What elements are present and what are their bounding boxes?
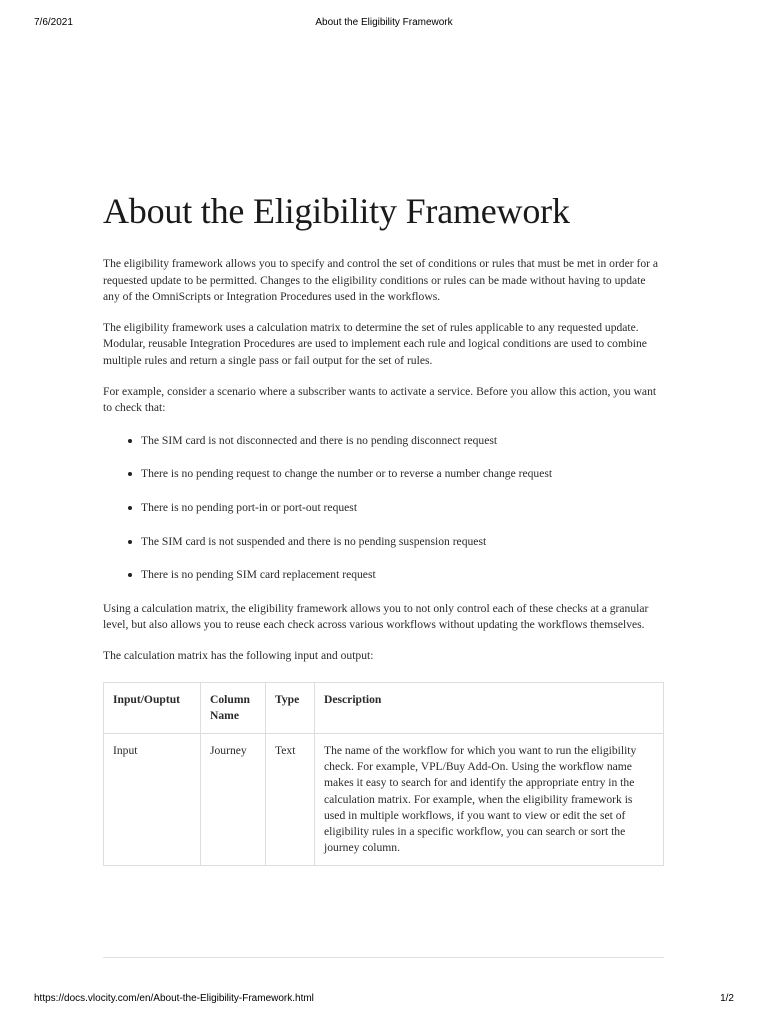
column-header: Description (315, 682, 664, 733)
column-header: Input/Ouptut (104, 682, 201, 733)
body-paragraph: Using a calculation matrix, the eligibility framework allows you to not only control each of these checks at a granular level, but also allows you to reuse each check across various workflows without updating the workflows themselves. (103, 601, 649, 632)
table-cell: Input (104, 733, 201, 865)
list-item (141, 433, 665, 449)
table-cell: Journey (201, 733, 266, 865)
table-cell: Text (266, 733, 315, 865)
bullet-icon (128, 506, 132, 510)
list-item-text: The SIM card is not suspended and there is no pending suspension request (141, 534, 487, 548)
divider (103, 957, 664, 958)
article (103, 188, 665, 866)
article-title: About the Eligibility Framework (103, 191, 570, 231)
page-number: 1/2 (720, 993, 734, 1004)
list-item (141, 466, 665, 482)
page-url: https://docs.vlocity.com/en/About-the-Eligibility-Framework.html (34, 993, 314, 1004)
list-item-text: There is no pending port-in or port-out request (141, 500, 358, 514)
list-item-text: There is no pending SIM card replacement request (141, 568, 376, 582)
checks-list (103, 433, 665, 583)
list-item-text: The SIM card is not disconnected and there is no pending disconnect request (141, 433, 498, 447)
calculation-matrix-table (103, 682, 664, 867)
intro-paragraph: The eligibility framework allows you to specify and control the set of conditions or rules that must be met in order for a requested update to be permitted. Changes to the eligibility conditions or rules can be made without having to update any of the OmniScripts or Integration Procedures used in the workflows. (103, 257, 659, 304)
bullet-icon (128, 472, 132, 476)
print-page-title: About the Eligibility Framework (315, 17, 453, 28)
print-footer (34, 993, 734, 1007)
table-intro: The calculation matrix has the following input and output: (103, 648, 374, 662)
bullet-icon (128, 573, 132, 577)
list-item (141, 500, 665, 516)
bullet-icon (128, 439, 132, 443)
list-item (141, 534, 665, 550)
list-item (141, 567, 665, 583)
intro-paragraph: The eligibility framework uses a calculation matrix to determine the set of rules applicable to any requested update. Modular, reusable Integration Procedures are used to implement each rule and logical conditions are used to combine multiple rules and return a single pass or fail output for the set of rules. (103, 320, 647, 367)
column-header: Type (266, 682, 315, 733)
table-cell: The name of the workflow for which you want to run the eligibility check. For example, VPL/Buy Add-On. Using the workflow name makes it easy to search for and identify the appropriate entry in the calculation matrix. For example, when the eligibility framework is used in multiple workflows, if you want to view or edit the set of eligibility rules in a specific workflow, you can search or sort the journey column. (315, 733, 664, 865)
list-item-text: There is no pending request to change the number or to reverse a number change request (141, 467, 553, 481)
table-row (104, 733, 664, 865)
intro-paragraph: For example, consider a scenario where a subscriber wants to activate a service. Before you allow this action, you want to check that: (103, 384, 657, 415)
column-header: Column Name (201, 682, 266, 733)
table-header-row (104, 682, 664, 733)
bullet-icon (128, 540, 132, 544)
print-date: 7/6/2021 (34, 17, 73, 28)
print-header (34, 17, 734, 31)
